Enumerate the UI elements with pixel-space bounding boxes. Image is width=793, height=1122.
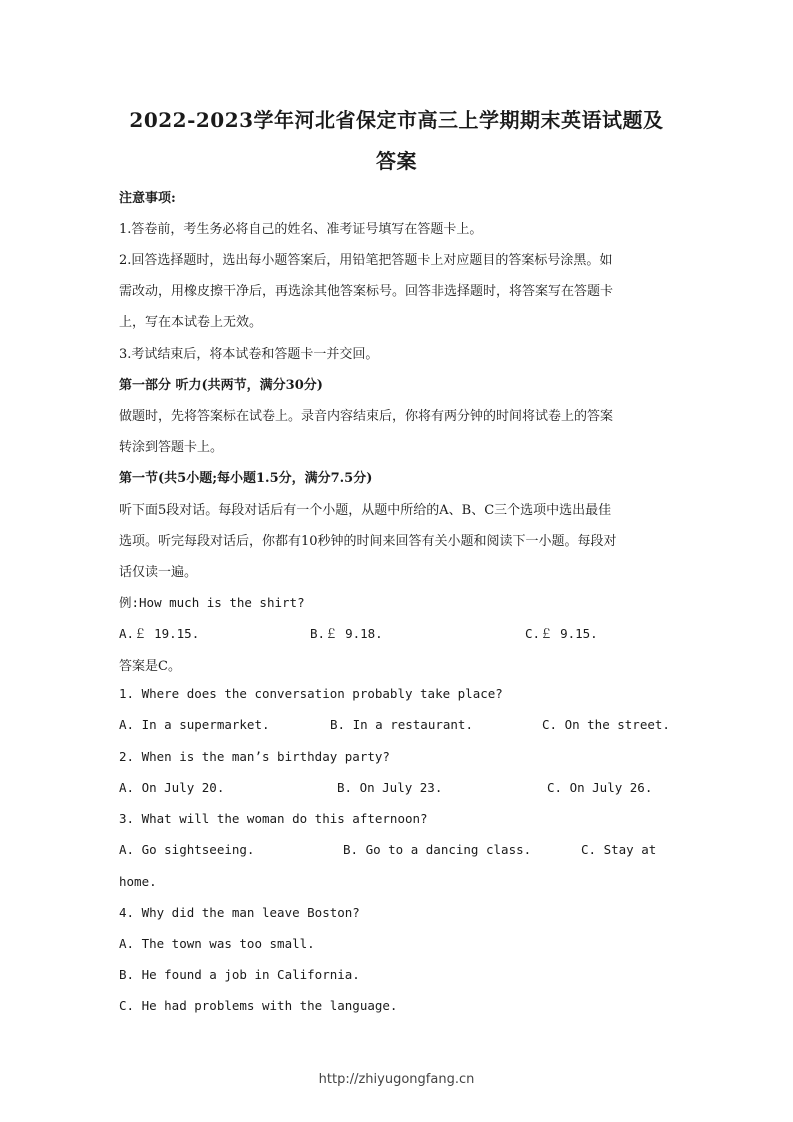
page-title-continued: 答案 [376,149,417,173]
question-4: 4. Why did the man leave Boston? [119,905,360,920]
notice-item-2-line-2: 需改动，用橡皮擦干净后，再选涂其他答案标号。回答非选择题时，将答案写在答题卡 [119,284,614,299]
section1-heading: 第一节(共5小题;每小题1.5分，满分7.5分) [119,471,373,486]
question-2: 2. When is the man’s birthday party? [119,749,390,764]
section1-instruction-line-1: 听下面5段对话。每段对话后有一个小题，从题中所给的A、B、C三个选项中选出最佳 [119,503,612,518]
question-1: 1. Where does the conversation probably take place? [119,686,503,701]
question-2-option-c: C. On July 26. [547,780,653,795]
example-answer: 答案是C。 [119,659,181,674]
question-3-option-b: B. Go to a dancing class. [343,842,532,857]
section1-instruction-line-3: 话仅读一遍。 [119,565,198,580]
example-option-b: B.￡ 9.18. [310,626,383,641]
example-option-a: A.￡ 19.15. [119,626,200,641]
question-4-option-a: A. The town was too small. [119,936,315,951]
question-1-option-b: B. In a restaurant. [330,717,473,732]
question-1-option-a: A. In a supermarket. [119,717,270,732]
notice-item-1: 1.答卷前，考生务必将自己的姓名、准考证号填写在答题卡上。 [119,222,483,237]
question-3-option-c-continued: home. [119,874,157,889]
question-1-option-c: C. On the street. [542,717,670,732]
question-2-option-a: A. On July 20. [119,780,225,795]
question-4-option-b: B. He found a job in California. [119,967,360,982]
question-4-option-c: C. He had problems with the language. [119,998,398,1013]
example-question: 例:How much is the shirt? [119,595,305,610]
notice-heading: 注意事项: [119,191,176,206]
question-2-option-b: B. On July 23. [337,780,443,795]
footer-url: http://zhiyugongfang.cn [318,1072,475,1087]
part1-instruction-line-1: 做题时，先将答案标在试卷上。录音内容结束后，你将有两分钟的时间将试卷上的答案 [119,409,614,424]
question-3-option-a: A. Go sightseeing. [119,842,255,857]
example-option-c: C.￡ 9.15. [525,626,598,641]
notice-item-2-line-1: 2.回答选择题时，选出每小题答案后，用铅笔把答题卡上对应题目的答案标号涂黑。如 [119,253,613,268]
part1-instruction-line-2: 转涂到答题卡上。 [119,440,224,455]
part1-heading: 第一部分 听力(共两节，满分30分) [119,378,323,393]
notice-item-2-line-3: 上，写在本试卷上无效。 [119,315,263,330]
section1-instruction-line-2: 选项。听完每段对话后，你都有10秒钟的时间来回答有关小题和阅读下一小题。每段对 [119,534,617,549]
question-3: 3. What will the woman do this afternoon? [119,811,428,826]
page-title: 2022-2023学年河北省保定市高三上学期期末英语试题及 [129,108,664,132]
question-3-option-c: C. Stay at [581,842,657,857]
notice-item-3: 3.考试结束后，将本试卷和答题卡一并交回。 [119,347,379,362]
